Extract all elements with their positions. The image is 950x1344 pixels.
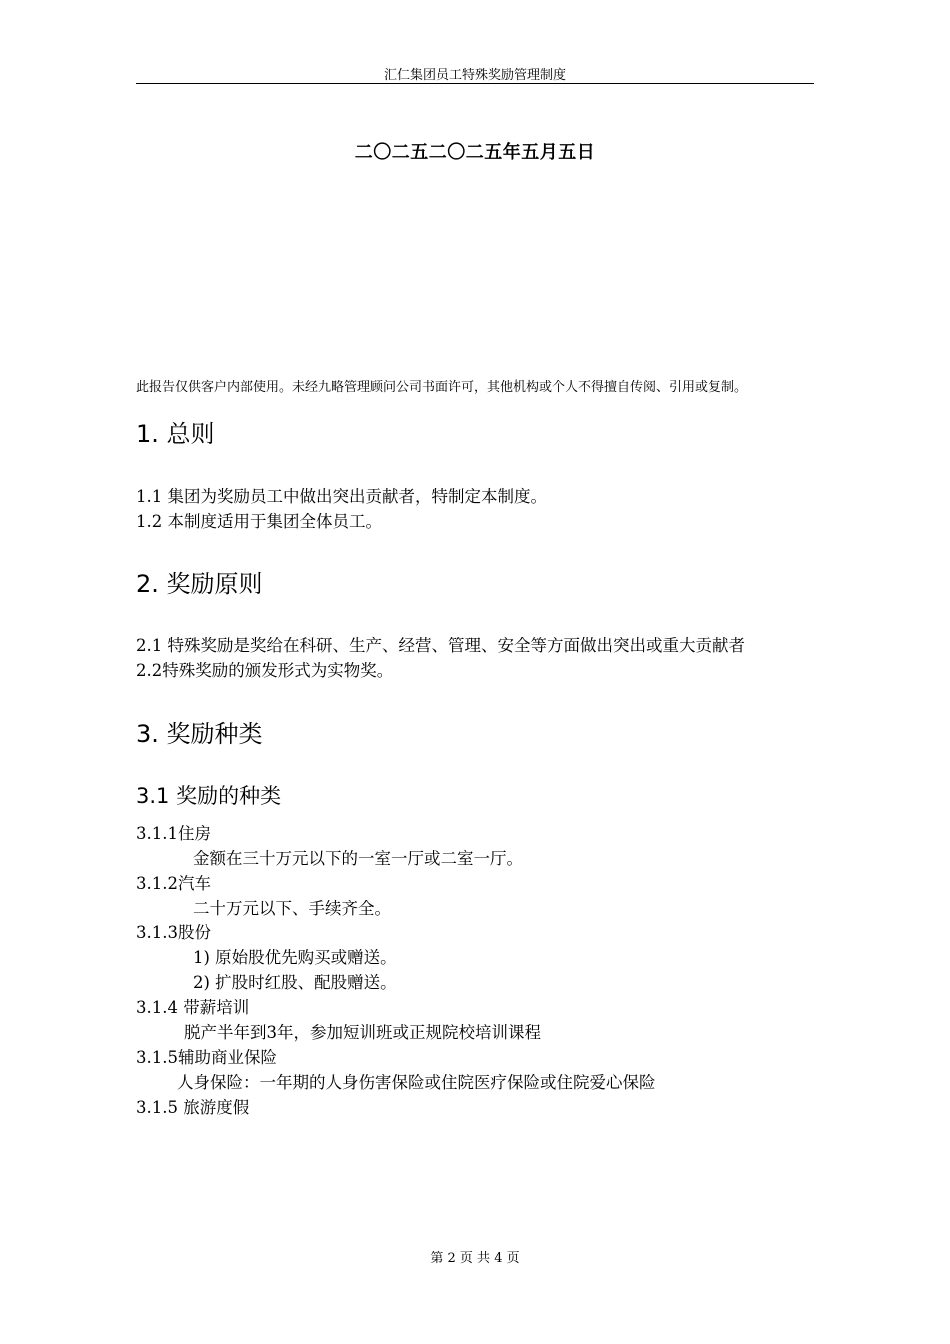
confidentiality-notice: 此报告仅供客户内部使用。未经九略管理顾问公司书面许可，其他机构或个人不得擅自传阅、引用或复制。 — [136, 380, 748, 395]
subsection-heading-3-1: 3.1 奖励的种类 — [136, 784, 282, 808]
clause-2-1: 2.1 特殊奖励是奖给在科研、生产、经营、管理、安全等方面做出突出或重大贡献者 — [136, 636, 745, 655]
item-3-1-1-desc: 金额在三十万元以下的一室一厅或二室一厅。 — [193, 849, 523, 868]
item-3-1-1-title: 3.1.1住房 — [136, 824, 211, 843]
page-number: 第 2 页 共 4 页 — [430, 1251, 520, 1266]
item-3-1-3-point-2: 2) 扩股时红股、配股赠送。 — [193, 973, 397, 992]
item-3-1-2-title: 3.1.2汽车 — [136, 874, 211, 893]
clause-2-2: 2.2特殊奖励的颁发形式为实物奖。 — [136, 661, 394, 680]
item-3-1-4-desc: 脱产半年到3年，参加短训班或正规院校培训课程 — [184, 1023, 541, 1042]
item-3-1-3-title: 3.1.3股份 — [136, 923, 211, 942]
item-3-1-5-title: 3.1.5辅助商业保险 — [136, 1048, 277, 1067]
item-3-1-5-desc: 人身保险：一年期的人身伤害保险或住院医疗保险或住院爱心保险 — [177, 1073, 656, 1092]
clause-1-1: 1.1 集团为奖励员工中做出突出贡献者，特制定本制度。 — [136, 487, 547, 506]
section-heading-types: 3. 奖励种类 — [136, 720, 263, 748]
section-heading-principles: 2. 奖励原则 — [136, 570, 263, 598]
document-header-title: 汇仁集团员工特殊奖励管理制度 — [383, 68, 566, 83]
section-heading-general: 1. 总则 — [136, 420, 215, 448]
clause-1-2: 1.2 本制度适用于集团全体员工。 — [136, 512, 382, 531]
item-3-1-4-title: 3.1.4 带薪培训 — [136, 998, 250, 1017]
item-3-1-3-point-1: 1) 原始股优先购买或赠送。 — [193, 948, 397, 967]
item-3-1-2-desc: 二十万元以下、手续齐全。 — [193, 899, 391, 918]
item-3-1-5b-title: 3.1.5 旅游度假 — [136, 1098, 250, 1117]
header-divider — [136, 83, 814, 84]
document-date: 二〇二五二〇二五年五月五日 — [354, 142, 596, 163]
